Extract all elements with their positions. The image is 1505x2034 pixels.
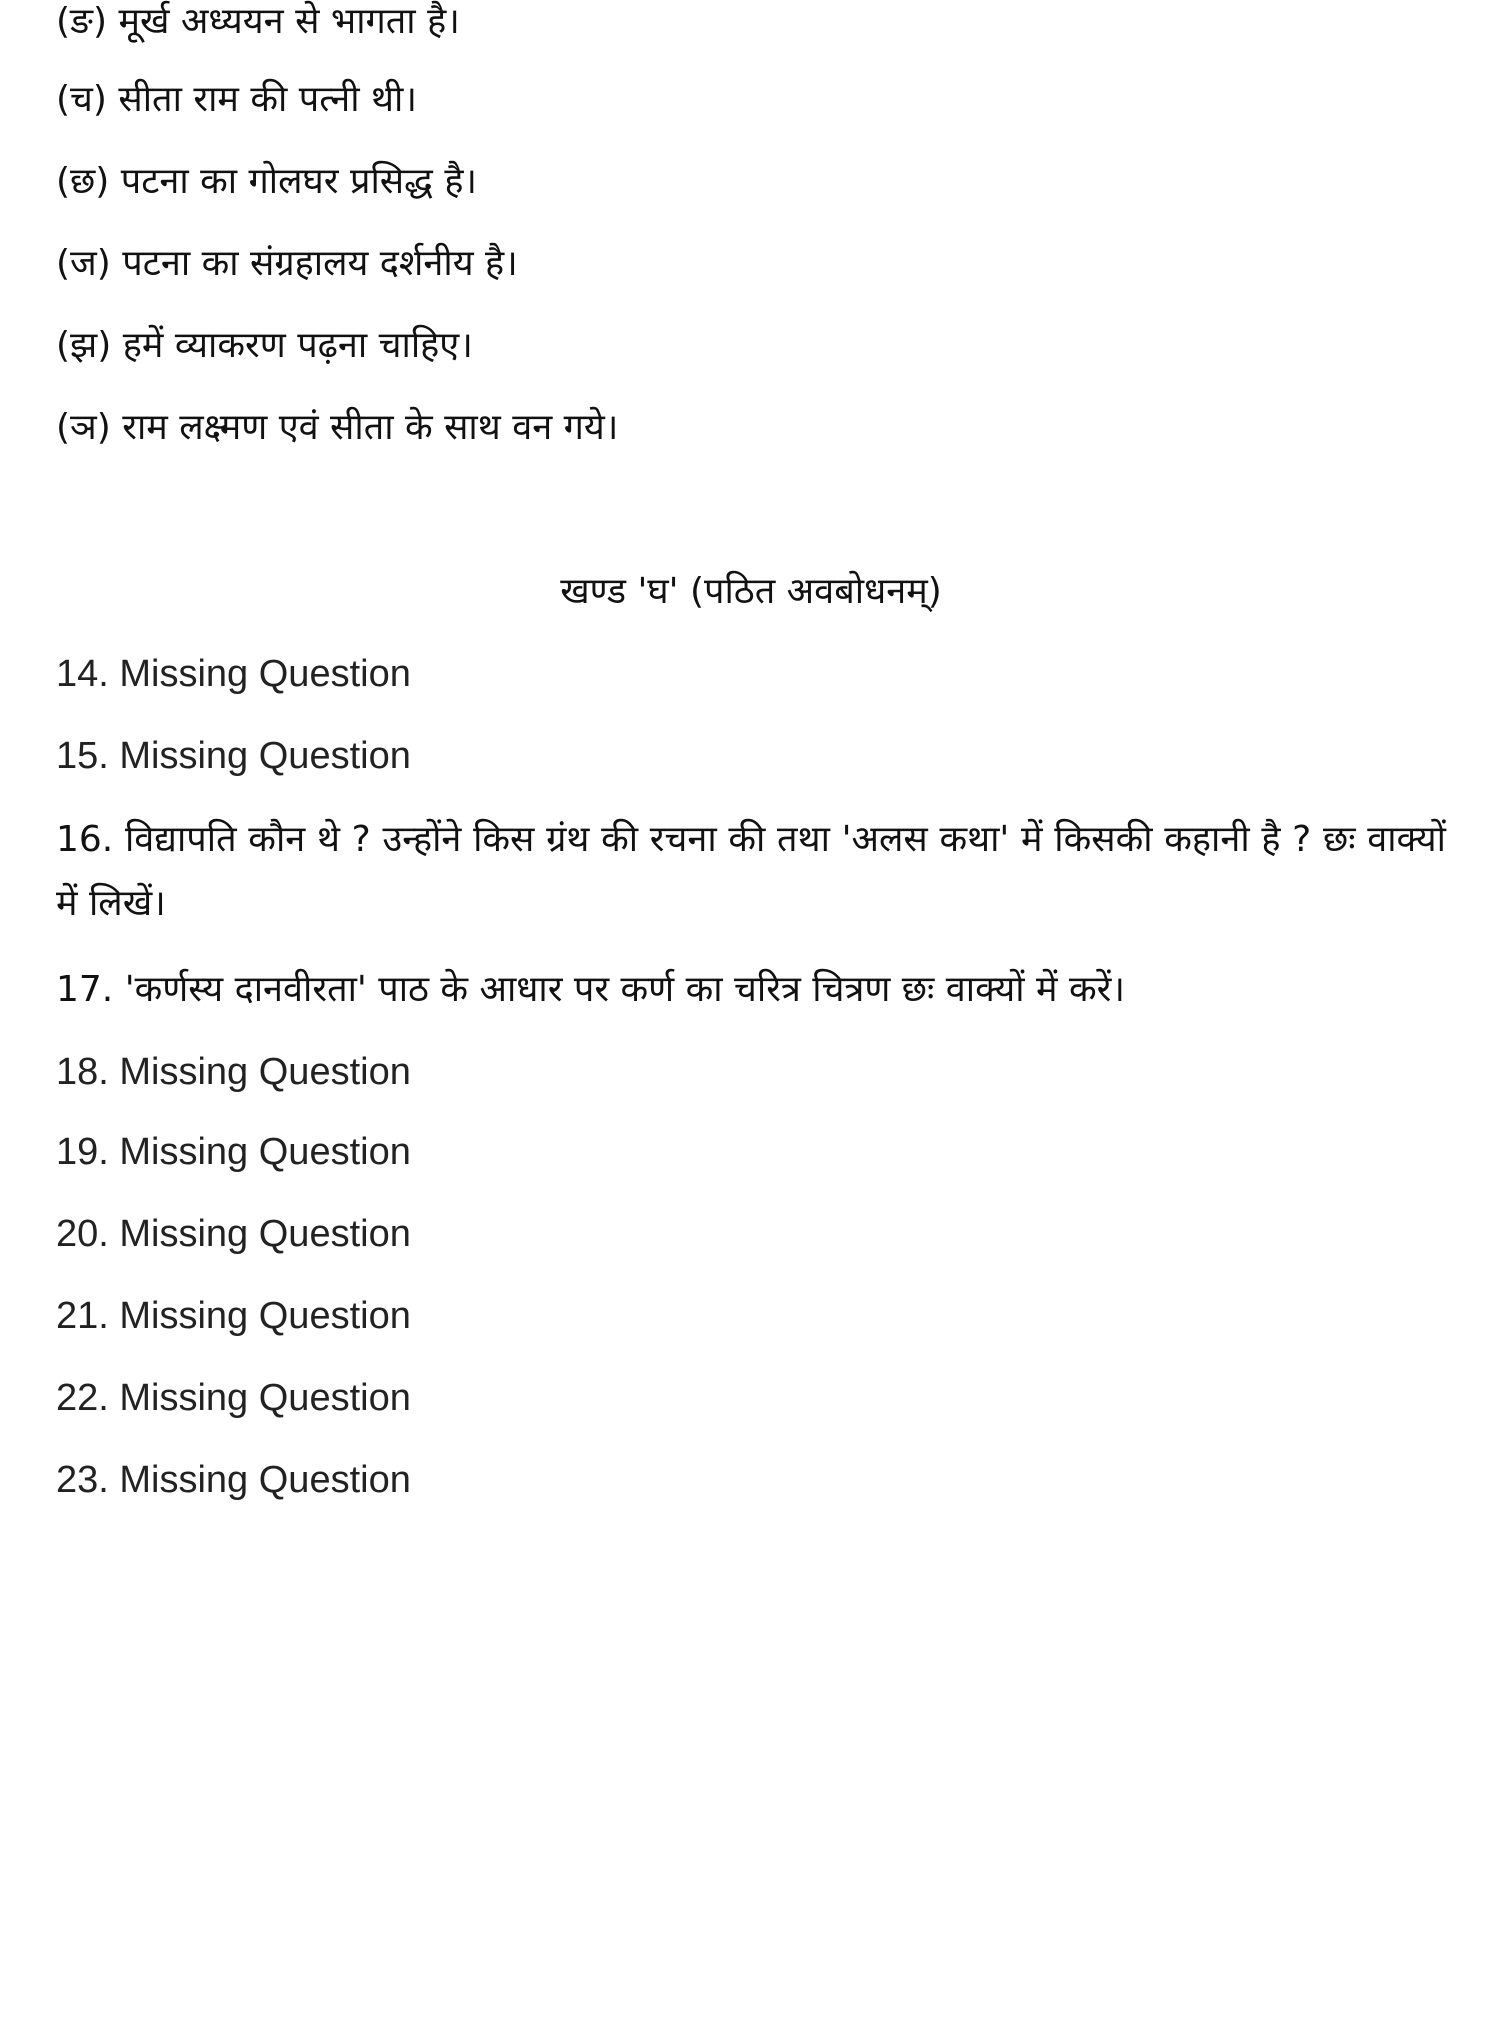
question-21: 21. Missing Question xyxy=(56,1295,411,1337)
sentence-jha: (झ) हमें व्याकरण पढ़ना चाहिए। xyxy=(56,325,473,366)
question-23: 23. Missing Question xyxy=(56,1459,411,1501)
question-16: 16. विद्यापति कौन थे ? उन्होंने किस ग्रंथ की रचना की तथा 'अलस कथा' में किसकी कहानी है ? छः वाक्यों में लिखें। xyxy=(56,819,1446,924)
sentence-ja: (ज) पटना का संग्रहालय दर्शनीय है। xyxy=(56,243,518,284)
question-19: 19. Missing Question xyxy=(56,1131,411,1173)
question-20: 20. Missing Question xyxy=(56,1213,411,1255)
section-heading: खण्ड 'घ' (पठित अवबोधनम्) xyxy=(560,571,942,612)
sentence-nga: (ङ) मूर्ख अध्ययन से भागता है। xyxy=(56,1,460,42)
sentence-cha: (च) सीता राम की पत्नी थी। xyxy=(56,79,417,120)
sentence-chha: (छ) पटना का गोलघर प्रसिद्ध है। xyxy=(56,161,478,202)
question-14: 14. Missing Question xyxy=(56,653,411,695)
question-22: 22. Missing Question xyxy=(56,1377,411,1419)
question-18: 18. Missing Question xyxy=(56,1051,411,1093)
sentence-nya: (ञ) राम लक्ष्मण एवं सीता के साथ वन गये। xyxy=(56,407,619,448)
question-15: 15. Missing Question xyxy=(56,735,411,777)
question-17: 17. 'कर्णस्य दानवीरता' पाठ के आधार पर कर्ण का चरित्र चित्रण छः वाक्यों में करें। xyxy=(56,969,1125,1010)
